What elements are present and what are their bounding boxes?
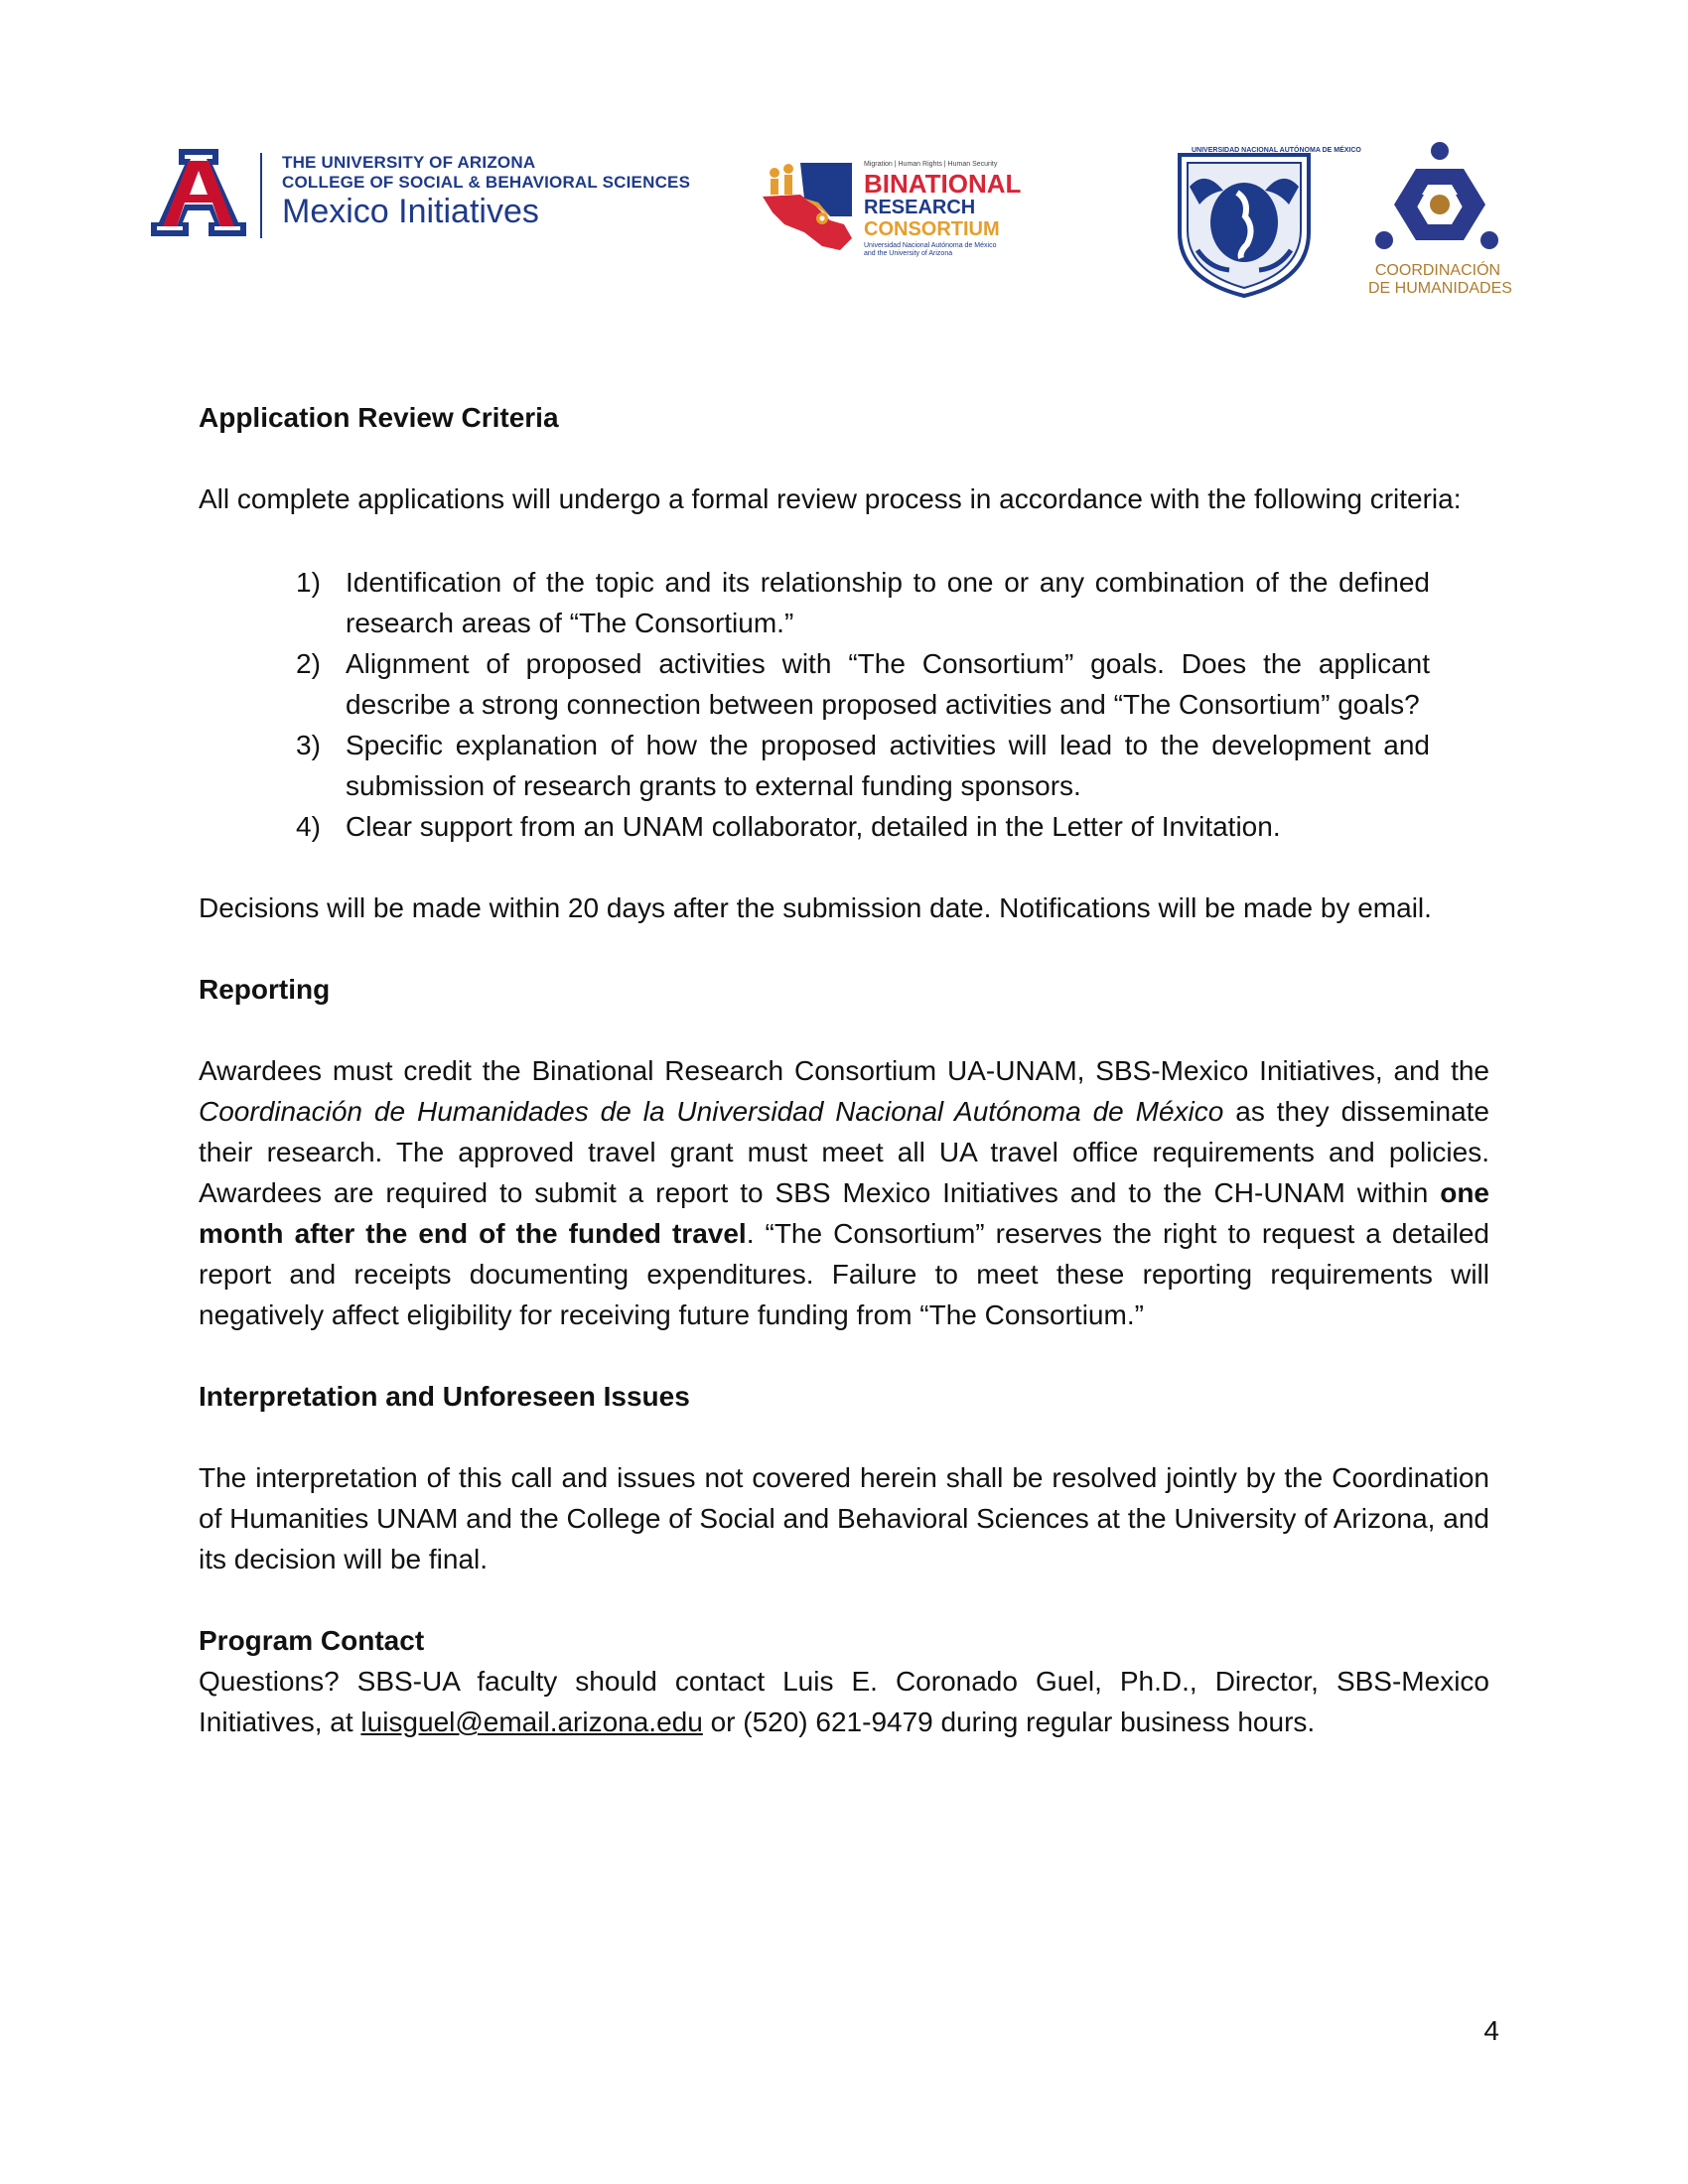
binational-research-consortium-logo <box>761 151 1058 260</box>
criteria-item <box>296 562 1430 643</box>
spacer <box>199 928 1489 969</box>
ua-logo-divider <box>260 153 262 238</box>
ua-mexico-initiatives-logo <box>149 147 691 246</box>
criteria-number: 4) <box>296 811 321 842</box>
review-criteria-heading: Application Review Criteria <box>199 402 559 433</box>
reporting-heading: Reporting <box>199 974 331 1005</box>
contact-text-part2: or (520) 621-9479 during regular business hours. <box>702 1706 1316 1737</box>
spacer <box>199 1335 1489 1376</box>
spacer <box>199 847 1489 887</box>
ch-logo-line1: COORDINACIÓN <box>1374 262 1501 279</box>
brc-title-research: RESEARCH <box>864 197 976 218</box>
decisions-paragraph: Decisions will be made within 20 days after the submission date. Notifications will be made by email. <box>199 892 1432 923</box>
contact-email-link[interactable]: luisguel@email.arizona.edu <box>360 1706 703 1737</box>
spacer <box>199 519 1489 562</box>
ch-logo-line2: DE HUMANIDADES <box>1368 280 1512 297</box>
interpretation-paragraph: The interpretation of this call and issues not covered herein shall be resolved jointly by the Coordination of Humanities UNAM and the College of Social and Behavioral Sciences at the University of Arizona, and its decision will be final. <box>199 1462 1489 1574</box>
reporting-text-italic: Coordinación de Humanidades de la Universidad Nacional Autónoma de México <box>199 1096 1224 1127</box>
reporting-text-bold: one month after the end of the funded travel <box>199 1177 1489 1249</box>
coordinacion-humanidades-logo <box>1362 139 1511 308</box>
criteria-text: Clear support from an UNAM collaborator, detailed in the Letter of Invitation. <box>346 811 1281 842</box>
reporting-text-part3: . “The Consortium” reserves the right to request a detailed report and receipts documenting expenditures. Failure to meet these reporting requirements will negatively affect eligibility for receiving future funding from “The Consortium.” <box>199 1218 1489 1330</box>
criteria-text: Alignment of proposed activities with “The Consortium” goals. Does the applicant describe a strong connection between proposed activities and “The Consortium” goals? <box>346 648 1430 720</box>
unam-seal-logo <box>1170 141 1361 300</box>
unam-seal-text: UNIVERSIDAD NACIONAL AUTÓNOMA DE MÉXICO <box>1192 147 1361 154</box>
consortium-map-icon <box>761 155 860 254</box>
ua-logo-line2: COLLEGE OF SOCIAL & BEHAVIORAL SCIENCES <box>282 173 691 192</box>
review-intro-paragraph: All complete applications will undergo a formal review process in accordance with the following criteria: <box>199 483 1462 514</box>
contact-text-part1: Questions? SBS-UA faculty should contact Luis E. Coronado Guel, Ph.D., Director, SBS-Mexico Initiatives, at <box>199 1666 1489 1737</box>
program-contact-heading: Program Contact <box>199 1625 425 1656</box>
criteria-text: Specific explanation of how the proposed activities will lead to the development and submission of research grants to external funding sponsors. <box>346 730 1430 801</box>
ua-logo-line3: Mexico Initiatives <box>282 193 539 230</box>
criteria-number: 2) <box>296 648 321 679</box>
criteria-item <box>296 806 1430 847</box>
brc-subtitle-ua: and the University of Arizona <box>864 250 953 257</box>
spacer <box>199 1417 1489 1457</box>
review-criteria-list <box>296 562 1430 847</box>
brc-title-consortium: CONSORTIUM <box>864 218 1000 240</box>
brc-title-binational: BINATIONAL <box>864 169 1022 199</box>
document-body <box>199 397 1489 1742</box>
unam-seal-icon <box>1170 141 1319 300</box>
criteria-item <box>296 643 1430 725</box>
reporting-text-part1: Awardees must credit the Binational Research Consortium UA-UNAM, SBS-Mexico Initiatives, and the <box>199 1055 1489 1086</box>
brc-subtitle-unam: Universidad Nacional Autónoma de México <box>864 242 997 249</box>
criteria-number: 1) <box>296 567 321 598</box>
ua-logo-line1: THE UNIVERSITY OF ARIZONA <box>282 153 536 172</box>
criteria-text: Identification of the topic and its relationship to one or any combination of the defined research areas of “The Consortium.” <box>346 567 1430 638</box>
page-number: 4 <box>1483 2015 1499 2046</box>
spacer <box>199 1579 1489 1620</box>
ua-block-a-icon <box>149 147 248 238</box>
brc-tagline: Migration | Human Rights | Human Security <box>864 161 998 168</box>
criteria-item <box>296 725 1430 806</box>
humanidades-emblem-icon <box>1362 139 1511 260</box>
spacer <box>199 438 1489 478</box>
reporting-text-part2: as they disseminate their research. The approved travel grant must meet all UA travel office requirements and policies. Awardees are required to submit a report to SBS Mexico Initiatives and to the CH-UNAM within <box>199 1096 1489 1208</box>
criteria-number: 3) <box>296 730 321 760</box>
program-contact-paragraph <box>199 1661 1489 1742</box>
reporting-paragraph <box>199 1050 1489 1335</box>
interpretation-heading: Interpretation and Unforeseen Issues <box>199 1381 690 1412</box>
spacer <box>199 1010 1489 1050</box>
